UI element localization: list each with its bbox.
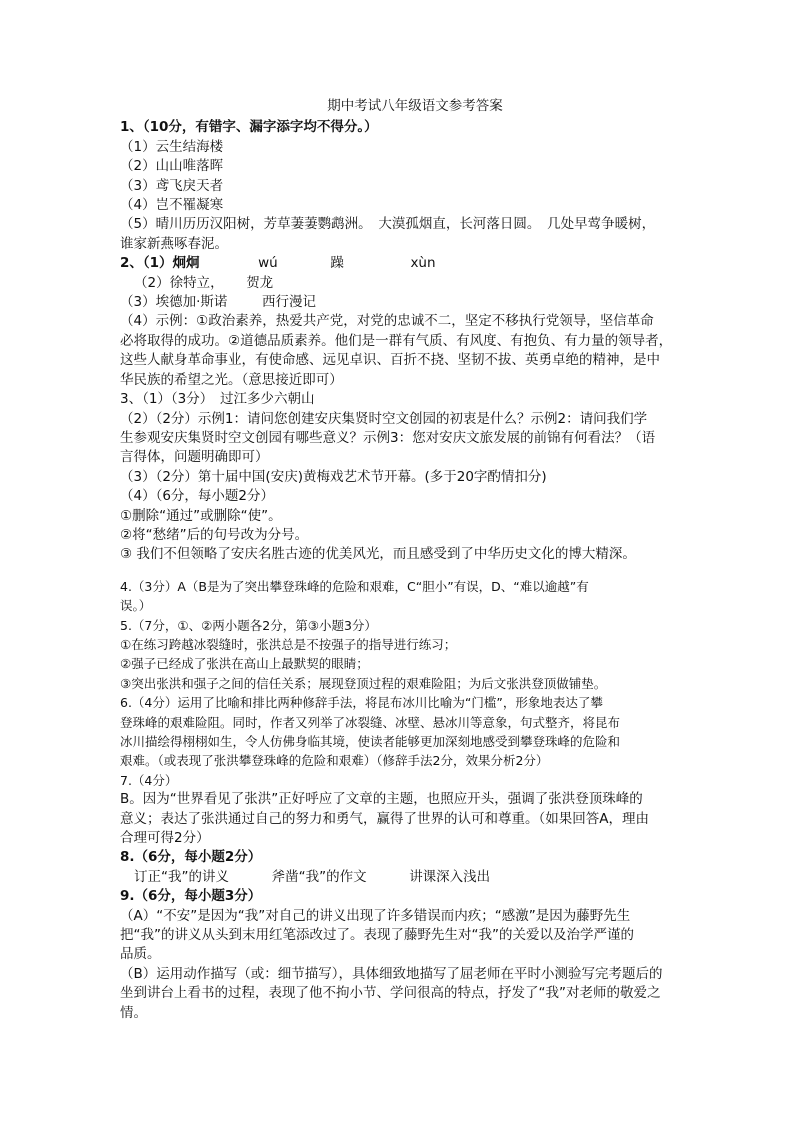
q2-answer-2 [120, 274, 680, 293]
q2-answer-4-line-3: 这些人献身革命事业，有使命感、远见卓识、百折不挠、坚韧不拔、英勇卓绝的精神，是中 [120, 352, 660, 369]
q9-b-line-2: 坐到讲台上看书的过程，表现了他不拘小节、学问很高的特点，抒发了“我”对老师的敬爱之 [120, 985, 661, 1002]
q1-answer-3: （3）鸢飞戾天者 [120, 177, 224, 194]
q7-heading: 7.（4分） [120, 772, 178, 788]
q6-line-4: 艰难。（或表现了张洪攀登珠峰的危险和艰难）（修辞手法2分，效果分析2分） [120, 753, 549, 769]
q3-answer-2-line-1: （2）（2分）示例1：请问您创建安庆集贤时空文创园的初衷是什么？示例2：请问我们学 [120, 410, 648, 427]
q2-answer-3 [120, 293, 680, 312]
q8-heading: 8.（6分，每小题2分） [120, 849, 262, 866]
q5-answer-3: ③突出张洪和强子之间的信任关系；展现登顶过程的艰难险阻；为后文张洪登顶做铺垫。 [120, 675, 607, 691]
q6-line-2: 登珠峰的艰难险阻。同时，作者又列举了冰裂缝、冰壁、悬冰川等意象，句式整齐，将昆布 [120, 714, 621, 730]
q2-answer-2-a: （2）徐特立， [134, 274, 224, 291]
q8-answer-2: 斧凿“我”的作文 [271, 868, 367, 885]
q3-answer-4-item-3: ③ 我们不但领略了安庆名胜古迹的优美风光，而且感受到了中华历史文化的博大精深。 [120, 546, 636, 563]
q1-answer-1: （1）云生结海楼 [120, 138, 224, 155]
q2-answer-4-line-2: 必将取得的成功。②道德品质素养。他们是一群有气质、有风度、有抱负、有力量的领导者， [120, 332, 673, 349]
q2-answer-3-b: 西行漫记 [261, 294, 316, 311]
q9-a-line-3: 品质。 [120, 946, 161, 963]
q6-line-1: 6.（4分）运用了比喻和排比两种修辞手法，将昆布冰川比喻为“门槛”，形象地表达了攀 [120, 695, 603, 711]
q8-answer-1: 订正“我”的讲义 [134, 868, 229, 885]
q4-line-1: 4.（3分）A（B是为了突出攀登珠峰的危险和艰难，C“胆小”有误，D、“难以逾越”有 [120, 578, 589, 594]
q3-answer-1: 3、（1）（3分） 过江多少六朝山 [120, 391, 315, 408]
q5-heading: 5.（7分，①、②两小题各2分，第③小题3分） [120, 617, 377, 633]
q4-line-2: 误。） [120, 598, 152, 614]
q3-answer-4: （4）（6分，每小题2分） [120, 488, 275, 505]
q7-line-3: 合理可得2分） [120, 830, 210, 847]
q2-answer-4-line-1: （4）示例：①政治素养，热爱共产党，对党的忠诚不二，坚定不移执行党领导，坚信革命 [120, 313, 654, 330]
q5-answer-2: ②强子已经成了张洪在高山上最默契的眼睛； [120, 656, 369, 672]
q9-heading: 9.（6分，每小题3分） [120, 888, 262, 905]
q3-answer-4-item-2: ②将“愁绪”后的句号改为分号。 [120, 526, 309, 543]
q7-line-2: 意义；表达了张洪通过自己的努力和勇气，赢得了世界的认可和尊重。（如果回答A，理由 [120, 810, 649, 827]
q1-answer-2: （2）山山唯落晖 [120, 158, 224, 175]
q9-a-line-2: 把“我”的讲义从头到末用红笔添改过了。表现了藤野先生对“我”的关爱以及治学严谨的 [120, 927, 634, 944]
q7-line-1: B。因为“世界看见了张洪”正好呼应了文章的主题，也照应开头，强调了张洪登顶珠峰的 [120, 791, 643, 808]
q3-answer-3: （3）（2分）第十届中国(安庆)黄梅戏艺术节开幕。(多于20字酌情扣分) [120, 468, 547, 485]
q2-pinyin-wu: wú [258, 255, 278, 272]
q2-answer-1 [120, 254, 680, 273]
q2-pinyin-xun: xùn [410, 255, 436, 272]
q8-answers [120, 868, 680, 887]
q1-answer-5-line-1: （5）晴川历历汉阳树，芳草萋萋鹦鹉洲。 大漠孤烟直，长河落日圆。 几处早莺争暖树， [120, 216, 656, 233]
q2-answer-2-b: 贺龙 [246, 274, 274, 291]
q3-answer-2-line-2: 生参观安庆集贤时空文创园有哪些意义？示例3：您对安庆文旅发展的前锦有何看法？（语 [120, 429, 656, 446]
answer-document [120, 97, 680, 1023]
q2-answer-4-line-4: 华民族的希望之光。（意思接近即可） [120, 371, 343, 388]
q1-answer-4: （4）岂不罹凝寒 [120, 197, 224, 214]
q9-a-line-1: （A）“不安”是因为“我”对自己的讲义出现了许多错误而内疚；“感激”是因为藤野先生 [120, 907, 631, 924]
q3-answer-4-item-1: ①删除“通过”或删除“使”。 [120, 507, 282, 524]
q6-line-3: 冰川描绘得栩栩如生，令人仿佛身临其境，使读者能够更加深刻地感受到攀登珠峰的危险和 [120, 734, 621, 749]
q1-heading: 1、（10分，有错字、漏字添字均不得分。） [120, 119, 378, 136]
q2-answer-1-label: 2、（1）炯炯 [120, 255, 200, 272]
q3-answer-2-line-3: 言得体，问题明确即可） [120, 449, 269, 466]
q2-char-zao: 躁 [330, 255, 344, 272]
page-title: 期中考试八年级语文参考答案 [327, 98, 503, 114]
q1-answer-5-line-2: 谁家新燕啄春泥。 [120, 235, 228, 252]
q8-answer-3: 讲课深入浅出 [409, 868, 491, 885]
q2-answer-3-a: （3）埃德加·斯诺 [120, 294, 228, 311]
q9-b-line-1: （B）运用动作描写（或：细节描写），具体细致地描写了屈老师在平时小测验写完考题后的 [120, 965, 663, 982]
q5-answer-1: ①在练习跨越冰裂缝时，张洪总是不按强子的指导进行练习； [120, 636, 457, 652]
q9-b-line-3: 情。 [120, 1004, 147, 1021]
